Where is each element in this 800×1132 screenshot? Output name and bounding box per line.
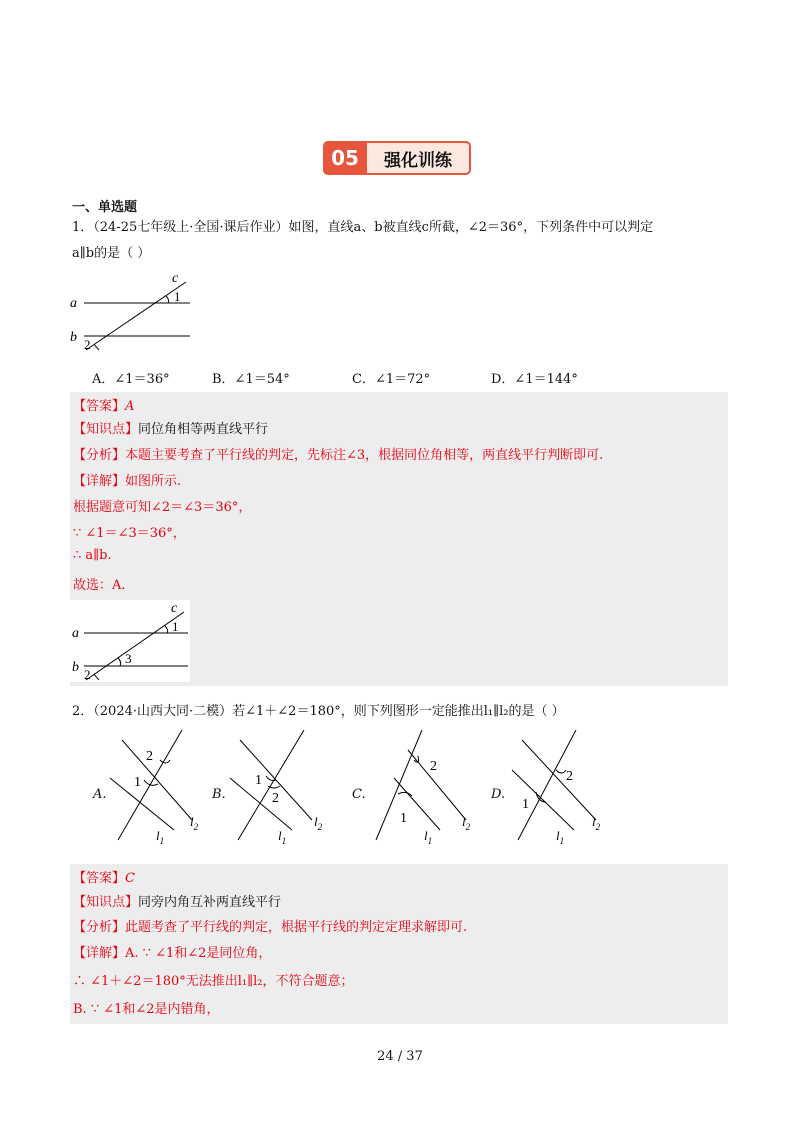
q1-step1: 根据题意可知∠2＝∠3＝36°， [73, 500, 252, 515]
svg-text:2: 2 [146, 749, 153, 764]
section-heading: 一、单选题 [72, 200, 138, 215]
q2-figure-a [108, 730, 208, 850]
banner-number: 05 [323, 141, 367, 175]
q1-stem-line2: a∥b的是（ ） [72, 246, 151, 261]
q1-analysis-line: 【分析】本题主要考查了平行线的判定，先标注∠3，根据同位角相等，两直线平行判断即可. [73, 448, 604, 463]
svg-text:l1: $l_1$ [156, 828, 165, 846]
q1-solution-figure [70, 600, 190, 682]
q1-step2: ∵ ∠1＝∠3＝36°， [73, 526, 186, 541]
svg-text:l1: $l_1$ [424, 828, 433, 846]
q1-answer-line: 【答案】A [73, 399, 135, 414]
q2-figure-b [228, 730, 338, 850]
q2-figure-c [370, 730, 480, 850]
svg-text:1: 1 [400, 811, 407, 826]
svg-text:l1: $l_1$ [556, 828, 565, 846]
q2-option-a-label: A. [93, 787, 107, 802]
q2-answer-value: C [125, 871, 135, 886]
q1-option-a: A．∠1＝36° [92, 372, 170, 387]
svg-text:1: 1 [172, 619, 179, 634]
q1-option-d: D．∠1＝144° [491, 372, 578, 387]
q1-angle2: 2 [84, 337, 91, 352]
svg-text:2: 2 [566, 769, 573, 784]
svg-text:l2: $l_2$ [592, 814, 601, 832]
q1-label-c: c [172, 271, 179, 286]
q1-label-b: b [70, 330, 77, 345]
q2-detail-line: 【详解】A. ∵ ∠1和∠2是同位角， [73, 946, 272, 961]
banner-title: 强化训练 [367, 141, 471, 175]
q2-step2: B. ∵ ∠1和∠2是内错角， [73, 1002, 220, 1017]
q2-answer-box [70, 864, 728, 1024]
section-banner [323, 138, 477, 180]
q2-answer-line: 【答案】C [73, 871, 135, 886]
q1-figure [70, 270, 195, 354]
q1-knowledge-line: 【知识点】同位角相等两直线平行 [73, 422, 269, 437]
q1-step4: 故选：A. [73, 578, 126, 593]
q1-step3: ∴ a∥b. [73, 548, 112, 563]
svg-text:l2: $l_2$ [314, 814, 323, 832]
svg-text:l2: $l_2$ [462, 814, 471, 832]
svg-text:2: 2 [84, 667, 91, 682]
q1-answer-box [70, 392, 728, 686]
q2-option-b-label: B. [212, 787, 226, 802]
q1-stem-line1: 1．（24-25七年级上·全国·课后作业）如图，直线a、b被直线c所截，∠2＝36°，下列条件中可以判定 [72, 220, 654, 235]
svg-text:b: b [72, 660, 79, 675]
q2-knowledge-line: 【知识点】同旁内角互补两直线平行 [73, 895, 282, 910]
q2-stem: 2．（2024·山西大同·二模）若∠1＋∠2＝180°，则下列图形一定能推出l₁∥l₂的是（ ） [72, 704, 565, 719]
svg-text:a: a [72, 626, 79, 641]
q2-option-d-label: D. [491, 787, 506, 802]
q1-option-b: B．∠1＝54° [212, 372, 290, 387]
svg-text:2: 2 [272, 791, 279, 806]
svg-text:l1: $l_1$ [278, 828, 287, 846]
q2-option-c-label: C. [352, 787, 366, 802]
svg-text:1: 1 [255, 773, 262, 788]
q1-answer-value: A [125, 399, 135, 414]
q1-label-a: a [70, 296, 77, 311]
svg-text:3: 3 [125, 651, 132, 666]
q2-analysis-line: 【分析】此题考查了平行线的判定，根据平行线的判定定理求解即可. [73, 920, 468, 935]
page-number: 24 / 37 [377, 1049, 423, 1064]
q2-figure-d [508, 730, 618, 850]
svg-text:l2: $l_2$ [190, 814, 199, 832]
q1-detail-line: 【详解】如图所示. [73, 474, 182, 489]
svg-text:1: 1 [134, 775, 141, 790]
svg-text:2: 2 [430, 759, 437, 774]
q2-step1: ∴ ∠1＋∠2＝180°无法推出l₁∥l₂，不符合题意； [73, 974, 354, 989]
q1-option-c: C．∠1＝72° [352, 372, 431, 387]
svg-text:1: 1 [522, 797, 529, 812]
svg-text:c: c [171, 601, 178, 616]
q1-angle1: 1 [174, 289, 181, 304]
